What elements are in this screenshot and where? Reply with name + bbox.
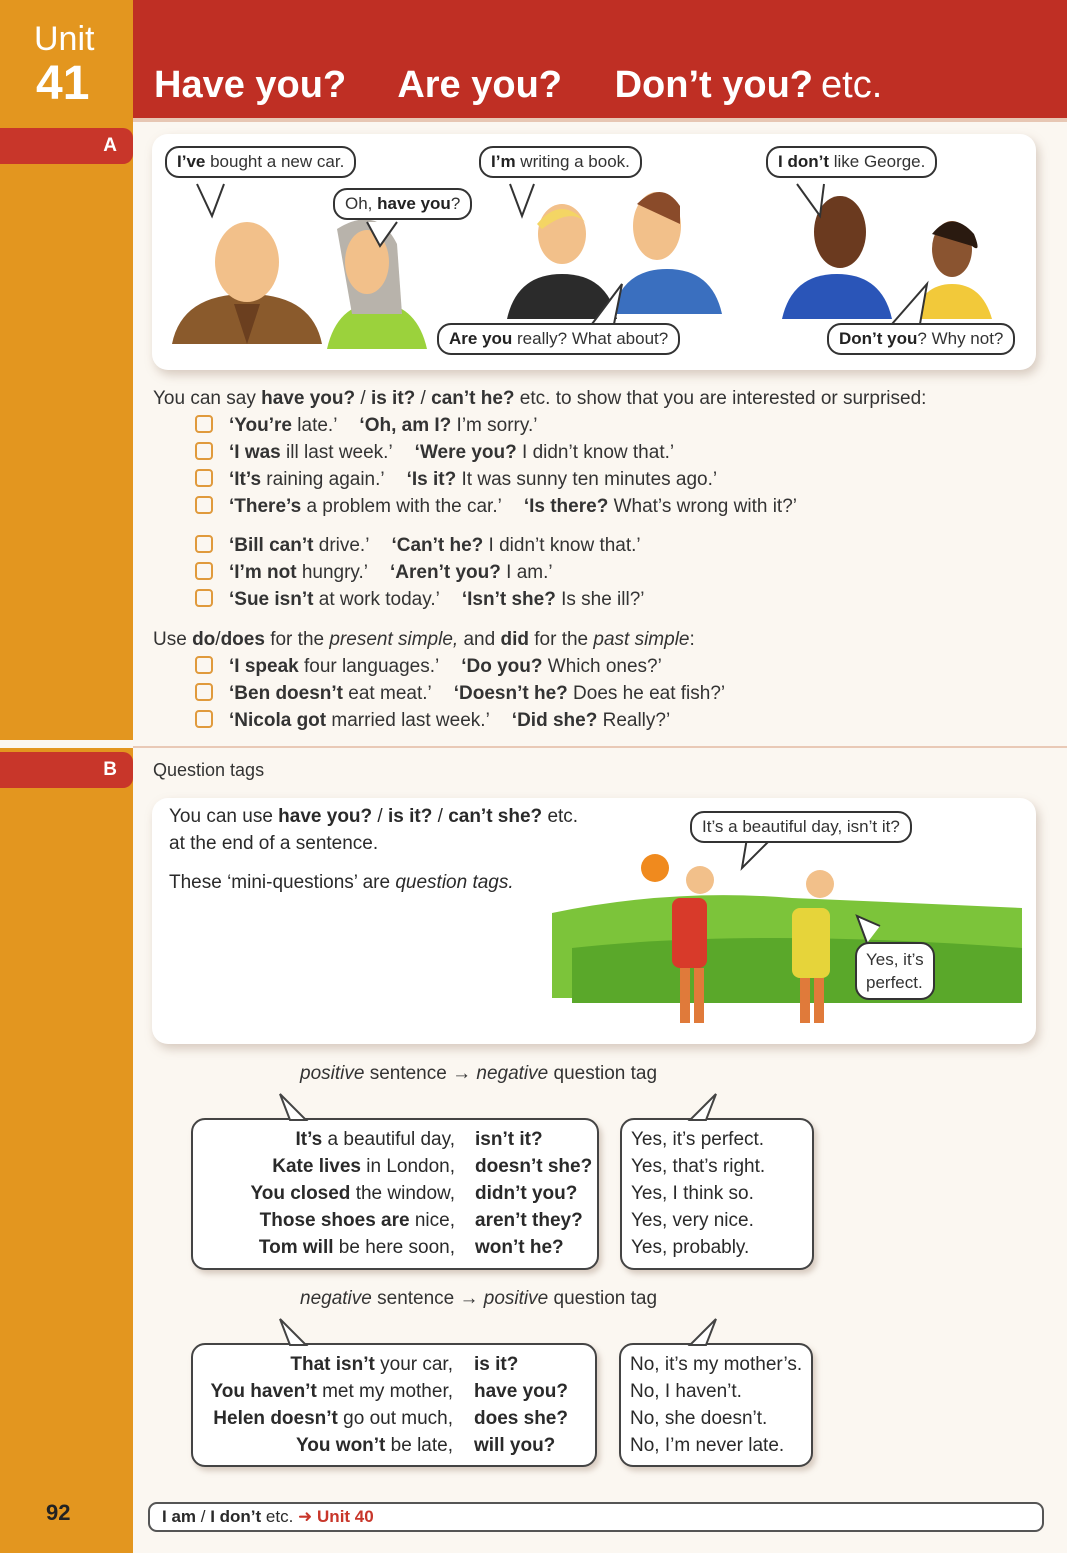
text-bold: is it?: [388, 806, 433, 827]
text-bold: You won’t: [296, 1435, 386, 1456]
blonde-woman-figure: [507, 204, 617, 319]
bubble-bold: I’ve: [177, 152, 206, 171]
section-divider: [133, 746, 1067, 748]
example-text: I didn’t know that.’: [516, 442, 675, 463]
answer-row: Yes, it’s perfect.: [631, 1129, 765, 1150]
section-a-tab: [0, 128, 133, 164]
example-bold: ‘Ben doesn’t: [229, 683, 344, 704]
sentence-row: [250, 1183, 455, 1205]
text: be here soon,: [333, 1237, 455, 1258]
text-bold: have you?: [261, 388, 356, 409]
example-bold: ‘It’s: [229, 469, 262, 490]
text: go out much,: [337, 1408, 453, 1429]
positive-answer-box: [620, 1118, 814, 1270]
speech-bubble-perfect: [855, 942, 935, 1000]
answer-row: No, it’s my mother’s.: [630, 1354, 803, 1375]
example-bold: ‘Oh, am I?: [359, 415, 452, 436]
sentence-row: [296, 1435, 453, 1457]
example-text: Does he eat fish?’: [567, 683, 726, 704]
text: You can say: [153, 388, 262, 409]
text-bold: aren’t they?: [475, 1210, 583, 1231]
bubble-text: ?: [450, 194, 461, 213]
speech-bubble: [827, 323, 1015, 355]
text: question tag: [548, 1063, 658, 1084]
example-line: [195, 496, 797, 518]
text: sentence →: [371, 1288, 484, 1309]
bubble-bold: Are you: [449, 329, 513, 348]
example-line: [195, 683, 725, 705]
unit-number: 41: [36, 57, 90, 110]
text-bold: You haven’t: [210, 1381, 317, 1402]
text-bold: Kate lives: [272, 1156, 361, 1177]
text: be late,: [385, 1435, 453, 1456]
positive-sentence-box: [191, 1118, 599, 1270]
example-text: I’m sorry.’: [451, 415, 538, 436]
example-text: Which ones?’: [542, 656, 662, 677]
example-bold: ‘Sue isn’t: [229, 589, 314, 610]
text: Use: [153, 629, 193, 650]
answer-row: Yes, that’s right.: [631, 1156, 766, 1177]
example-bold: ‘There’s: [229, 496, 302, 517]
example-line: [195, 442, 674, 464]
checkbox-icon: [195, 589, 213, 607]
example-text: Is she ill?’: [555, 589, 645, 610]
tag-row: [475, 1183, 577, 1205]
answer-row: Yes, I think so.: [631, 1183, 754, 1204]
panel-line-1: [169, 806, 578, 828]
answer-row: No, I haven’t.: [630, 1381, 742, 1402]
tag-row: [474, 1354, 518, 1376]
example-text: I am.’: [500, 562, 553, 583]
text: sentence →: [364, 1063, 477, 1084]
bubble-text: Oh,: [345, 194, 378, 213]
example-text: ill last week.’: [280, 442, 393, 463]
example-text: hungry.’: [296, 562, 369, 583]
text-italic: past simple: [593, 629, 690, 650]
text-bold: doesn’t she?: [475, 1156, 593, 1177]
text: These ‘mini-questions’ are: [169, 872, 396, 893]
example-text: eat meat.’: [343, 683, 432, 704]
answer-row: Yes, very nice.: [631, 1210, 754, 1231]
text: /: [372, 806, 388, 827]
text-bold: does: [220, 629, 265, 650]
intro-paragraph: [153, 388, 926, 410]
bubble-bold: I don’t: [778, 152, 829, 171]
panel-line-2: at the end of a sentence.: [169, 833, 379, 854]
example-line: [195, 589, 645, 611]
sentence-row: [259, 1237, 455, 1259]
bubble-bold: Don’t you: [839, 329, 918, 348]
tag-row: [475, 1156, 592, 1178]
bubble-tail: [680, 1317, 720, 1347]
text-bold: It’s: [295, 1129, 323, 1150]
bubble-tail: [680, 1092, 720, 1122]
title-part: Are you?: [397, 64, 563, 106]
bubble-text: Yes, it’s: [866, 950, 924, 969]
bubble-text: really? What about?: [512, 329, 669, 348]
caption-negative: [300, 1288, 657, 1310]
text: etc. to show that you are interested or surprised:: [514, 388, 927, 409]
example-bold: ‘I speak: [229, 656, 299, 677]
text: for the: [264, 629, 330, 650]
example-line: [195, 535, 641, 557]
text: /: [432, 806, 449, 827]
text: You can use: [169, 806, 279, 827]
bubble-bold: I’m: [491, 152, 516, 171]
title-part: Don’t you?: [614, 64, 813, 106]
text-italic: question tags.: [395, 872, 514, 893]
text: /: [355, 388, 371, 409]
example-line: [195, 710, 670, 732]
example-line: [195, 415, 537, 437]
bubble-text: bought a new car.: [205, 152, 345, 171]
speech-bubble: [333, 188, 472, 220]
example-line: [195, 656, 662, 678]
text: and: [458, 629, 501, 650]
example-bold: ‘Is there?: [523, 496, 609, 517]
checkbox-icon: [195, 710, 213, 728]
text-bold: have you?: [278, 806, 373, 827]
panel-line-3: [169, 872, 514, 894]
title-part: Have you?: [154, 64, 347, 106]
text-bold: can’t she?: [448, 806, 543, 827]
answer-row: Yes, probably.: [631, 1237, 750, 1258]
bubble-text: writing a book.: [515, 152, 630, 171]
example-text: raining again.’: [261, 469, 385, 490]
text-italic: positive: [483, 1288, 549, 1309]
title-suffix: etc.: [821, 64, 883, 106]
negative-answer-box: [619, 1343, 813, 1467]
answer-row: No, I’m never late.: [630, 1435, 785, 1456]
example-bold: ‘I was: [229, 442, 281, 463]
text-bold: That isn’t: [290, 1354, 375, 1375]
speech-bubble: [165, 146, 356, 178]
text-bold: didn’t you?: [475, 1183, 578, 1204]
checkbox-icon: [195, 469, 213, 487]
text: nice,: [409, 1210, 455, 1231]
text: your car,: [374, 1354, 453, 1375]
example-text: four languages.’: [298, 656, 440, 677]
bubble-tail: [276, 1092, 316, 1122]
text-bold: does she?: [474, 1408, 568, 1429]
text-bold: did: [500, 629, 529, 650]
sentence-row: [290, 1354, 453, 1376]
text-bold: Helen doesn’t: [213, 1408, 338, 1429]
section-b-label: B: [103, 759, 117, 780]
example-bold: ‘Doesn’t he?: [453, 683, 568, 704]
example-bold: ‘Nicola got: [229, 710, 327, 731]
unit-word: Unit: [34, 20, 95, 58]
text-bold: Those shoes are: [259, 1210, 410, 1231]
tag-row: [474, 1435, 555, 1457]
checkbox-icon: [195, 562, 213, 580]
tag-row: [475, 1129, 543, 1151]
example-text: I didn’t know that.’: [483, 535, 641, 556]
text-bold: is it?: [370, 388, 416, 409]
man-plaid-shirt-figure: [612, 192, 722, 314]
example-line: [195, 469, 717, 491]
example-bold: ‘I’m not: [229, 562, 297, 583]
text-bold: will you?: [474, 1435, 556, 1456]
caption-positive: [300, 1063, 657, 1085]
tag-row: [474, 1381, 568, 1403]
speech-bubble: [437, 323, 680, 355]
example-text: married last week.’: [326, 710, 490, 731]
use-do-paragraph: [153, 629, 695, 651]
text: /: [415, 388, 432, 409]
cross-reference-link[interactable]: [148, 1502, 1044, 1532]
checkbox-icon: [195, 535, 213, 553]
checkbox-icon: [195, 415, 213, 433]
example-line: [195, 562, 553, 584]
page-title: [154, 64, 882, 107]
page-number: 92: [46, 1500, 71, 1525]
text: a beautiful day,: [322, 1129, 455, 1150]
section-b-heading: Question tags: [153, 760, 265, 780]
sentence-row: [272, 1156, 455, 1178]
text-bold: isn’t it?: [475, 1129, 543, 1150]
section-a-label: A: [103, 135, 117, 156]
example-text: at work today.’: [313, 589, 440, 610]
example-text: What’s wrong with it?’: [608, 496, 797, 517]
sentence-row: [260, 1210, 455, 1232]
tag-row: [475, 1237, 564, 1259]
text-bold: I don’t: [210, 1507, 262, 1526]
section-b-tab: [0, 752, 133, 788]
text: /: [196, 1507, 211, 1526]
sentence-row: [211, 1381, 453, 1403]
bubble-text: like George.: [828, 152, 926, 171]
text: in London,: [360, 1156, 455, 1177]
text-bold: won’t he?: [475, 1237, 564, 1258]
text-italic: negative: [300, 1288, 372, 1309]
example-text: drive.’: [313, 535, 370, 556]
bald-man-figure: [172, 222, 322, 344]
man-blue-shirt-figure: [782, 196, 892, 319]
text-bold: have you?: [474, 1381, 568, 1402]
text: etc.: [542, 806, 579, 827]
sidebar-divider: [0, 740, 133, 748]
arrow-right-icon: ➜: [298, 1507, 313, 1526]
speech-bubble-day: It’s a beautiful day, isn’t it?: [690, 811, 912, 843]
example-text: It was sunny ten minutes ago.’: [456, 469, 718, 490]
answer-row: No, she doesn’t.: [630, 1408, 768, 1429]
text: etc.: [261, 1507, 299, 1526]
example-bold: ‘Were you?: [414, 442, 517, 463]
bubble-tail: [276, 1317, 316, 1347]
example-text: Really?’: [597, 710, 671, 731]
example-text: late.’: [292, 415, 338, 436]
bubble-text: perfect.: [866, 973, 923, 992]
text: /: [215, 629, 221, 650]
text-bold: can’t he?: [431, 388, 515, 409]
checkbox-icon: [195, 656, 213, 674]
text-bold: do: [192, 629, 216, 650]
example-bold: ‘Bill can’t: [229, 535, 314, 556]
sentence-row: [296, 1129, 456, 1151]
text-bold: You closed: [250, 1183, 351, 1204]
tag-row: [474, 1408, 568, 1430]
bubble-bold: have you: [377, 194, 451, 213]
text-italic: negative: [476, 1063, 549, 1084]
checkbox-icon: [195, 442, 213, 460]
example-bold: ‘Did she?: [511, 710, 598, 731]
example-bold: ‘Do you?: [461, 656, 543, 677]
text-bold: I am: [162, 1507, 197, 1526]
example-bold: ‘Isn’t she?: [461, 589, 556, 610]
checkbox-icon: [195, 496, 213, 514]
text-italic: positive: [300, 1063, 365, 1084]
bubble-text: ? Why not?: [917, 329, 1004, 348]
example-bold: ‘You’re: [229, 415, 292, 436]
negative-sentence-box: [191, 1343, 597, 1467]
text-italic: present simple,: [329, 629, 459, 650]
sentence-row: [213, 1408, 453, 1430]
text-bold: Tom will: [258, 1237, 334, 1258]
example-text: a problem with the car.’: [301, 496, 502, 517]
tag-row: [475, 1210, 583, 1232]
speech-bubble: [479, 146, 642, 178]
text-bold: is it?: [474, 1354, 519, 1375]
text: question tag: [548, 1288, 658, 1309]
example-bold: ‘Can’t he?: [391, 535, 484, 556]
text: the window,: [350, 1183, 455, 1204]
speech-bubble: [766, 146, 937, 178]
text: :: [689, 629, 695, 650]
unit-reference[interactable]: Unit 40: [317, 1507, 374, 1526]
text: for the: [528, 629, 594, 650]
example-bold: ‘Is it?: [406, 469, 457, 490]
text: met my mother,: [316, 1381, 453, 1402]
checkbox-icon: [195, 683, 213, 701]
example-bold: ‘Aren’t you?: [390, 562, 501, 583]
